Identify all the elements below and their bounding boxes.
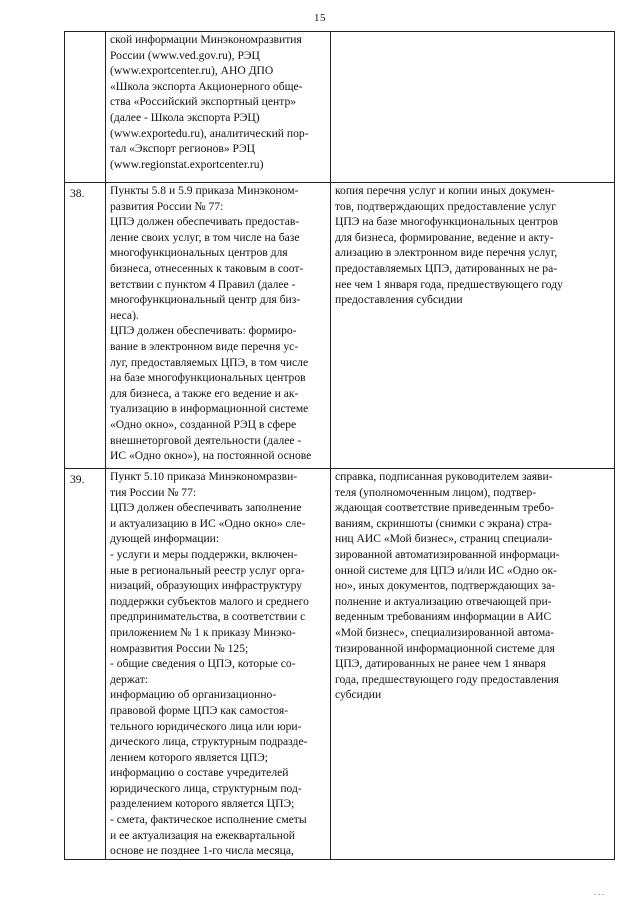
text-line: низаций, образующих инфраструктуру — [110, 579, 303, 593]
table-row — [65, 469, 615, 860]
text-line: луг, предоставляемых ЦПЭ, в том числе — [110, 355, 309, 369]
text-line: ЦПЭ должен обеспечивать заполнение — [110, 501, 302, 515]
text-line: тов, подтверждающих предоставление услуг — [335, 199, 556, 213]
text-line: поддержки субъектов малого и среднего — [110, 594, 309, 608]
text-line: ализацию в электронном виде перечня услуг, — [335, 246, 558, 260]
table-body — [65, 32, 615, 860]
text-line: ные в региональный реестр услуг орга- — [110, 563, 305, 577]
text-line: «Мой бизнес», специализированной автома- — [335, 625, 555, 639]
text-line: и актуализацию в ИС «Одно окно» сле- — [110, 516, 306, 530]
text-line: лением которого является ЦПЭ; — [110, 750, 268, 764]
text-line: держат: — [110, 672, 148, 686]
text-line: неса). — [110, 308, 139, 322]
text-line: (www.exportedu.ru), аналитический пор- — [110, 126, 309, 140]
requirement-cell — [106, 469, 331, 860]
text-line: юридического лица, структурным под- — [110, 781, 302, 795]
document-cell — [331, 32, 615, 183]
text-line: правовой форме ЦПЭ как самостоя- — [110, 703, 289, 717]
row-number-cell: 39. — [65, 469, 106, 860]
text-line: Пункты 5.8 и 5.9 приказа Минэконом- — [110, 184, 299, 197]
text-line: ИС «Одно окно»), на постоянной основе — [110, 449, 312, 463]
text-line: тельного юридического лица или юри- — [110, 719, 302, 733]
text-line: многофункциональный центр для биз- — [110, 293, 301, 307]
text-line: разделением которого является ЦПЭ; — [110, 797, 295, 811]
text-line: теля (уполномоченным лицом), подтвер- — [335, 485, 537, 499]
text-line: многофункциональных центров для — [110, 246, 288, 260]
text-line: приложением № 1 к приказу Минэко- — [110, 625, 296, 639]
text-line: года, предшествующего году предоставления — [335, 672, 560, 686]
text-line: внешнеторговой деятельности (далее - — [110, 433, 302, 447]
text-line: «Одно окно», созданной РЭЦ в сфере — [110, 417, 297, 431]
document-cell — [331, 183, 615, 469]
text-line: для бизнеса, а также его ведение и ак- — [110, 386, 299, 400]
requirement-cell — [106, 183, 331, 469]
text-line: ЦПЭ должен обеспечивать: формиро- — [110, 324, 297, 338]
text-line: основе не позднее 1-го числа месяца, — [110, 844, 294, 858]
text-line: - смета, фактическое исполнение сметы — [110, 813, 307, 827]
text-line: справка, подписанная руководителем заяви- — [335, 470, 553, 483]
text-line: тал «Экспорт регионов» РЭЦ — [110, 142, 256, 156]
text-line: (www.regionstat.exportcenter.ru) — [110, 157, 264, 171]
row-number-cell: 38. — [65, 183, 106, 469]
text-line: ждающая соответствие приведенным требо- — [335, 501, 555, 515]
text-line: - услуги и меры поддержки, включен- — [110, 547, 298, 561]
text-line: дического лица, структурным подразде- — [110, 735, 308, 749]
requirements-table — [64, 31, 615, 860]
text-line: информацию об организационно- — [110, 688, 277, 702]
text-line: дующей информации: — [110, 532, 220, 546]
text-line: ветствии с пунктом 4 Правил (далее - — [110, 277, 296, 291]
text-line: развития России № 77: — [110, 199, 224, 213]
text-line: нее чем 1 января года, предшествующего году — [335, 277, 563, 291]
text-line: ЦПЭ, датированных не ранее чем 1 января — [335, 657, 546, 671]
text-line: - общие сведения о ЦПЭ, которые со- — [110, 657, 296, 671]
text-line: информацию о составе учредителей — [110, 766, 289, 780]
text-line: бизнеса, отнесенных к таковым в соот- — [110, 261, 304, 275]
text-line: номразвития России № 125; — [110, 641, 249, 655]
text-line: копия перечня услуг и копии иных докумен- — [335, 184, 555, 197]
text-line: полнение и актуализацию отвечающей при- — [335, 594, 552, 608]
text-line: для бизнеса, формирование, ведение и акту- — [335, 230, 554, 244]
table-row — [65, 32, 615, 183]
text-line: тизированной информационной системе для — [335, 641, 555, 655]
text-line: предоставления субсидии — [335, 293, 463, 307]
text-line: Пункт 5.10 приказа Минэкономразви- — [110, 470, 298, 483]
text-line: зированной автоматизированной информаци- — [335, 547, 560, 561]
text-line: и ее актуализация на ежеквартальной — [110, 828, 295, 842]
text-line: тия России № 77: — [110, 485, 197, 499]
row-number-cell — [65, 32, 106, 183]
table-row — [65, 183, 615, 469]
text-line: предпринимательства, в соответствии с — [110, 610, 306, 624]
scan-mark: ∙∙∙ — [594, 890, 606, 899]
text-line: «Школа экспорта Акционерного обще- — [110, 79, 303, 93]
text-line: субсидии — [335, 688, 382, 702]
text-line: ской информации Минэкономразвития — [110, 33, 302, 46]
text-line: ление своих услуг, в том числе на базе — [110, 230, 300, 244]
document-cell — [331, 469, 615, 860]
text-line: предоставляемых ЦПЭ, датированных не ра- — [335, 261, 558, 275]
page-number: 15 — [314, 12, 326, 24]
text-line: ЦПЭ на базе многофункциональных центров — [335, 215, 558, 229]
text-line: на базе многофункциональных центров — [110, 371, 306, 385]
text-line: России (www.ved.gov.ru), РЭЦ — [110, 48, 260, 62]
requirement-cell — [106, 32, 331, 183]
text-line: онной системе для ЦПЭ и/или ИС «Одно ок- — [335, 563, 558, 577]
text-line: (www.exportcenter.ru), АНО ДПО — [110, 64, 274, 78]
text-line: (далее - Школа экспорта РЭЦ) — [110, 110, 260, 124]
text-line: вание в электронном виде перечня ус- — [110, 339, 299, 353]
text-line: ниц АИС «Мой бизнес», страниц специали- — [335, 532, 553, 546]
text-line: ства «Российский экспортный центр» — [110, 95, 297, 109]
text-line: ваниям, скриншоты (снимки с экрана) стра- — [335, 516, 553, 530]
text-line: веденным требованиям информации в АИС — [335, 610, 552, 624]
text-line: ЦПЭ должен обеспечивать предостав- — [110, 215, 300, 229]
text-line: туализацию в информационной системе — [110, 402, 309, 416]
text-line: но», иных документов, подтверждающих за- — [335, 579, 556, 593]
